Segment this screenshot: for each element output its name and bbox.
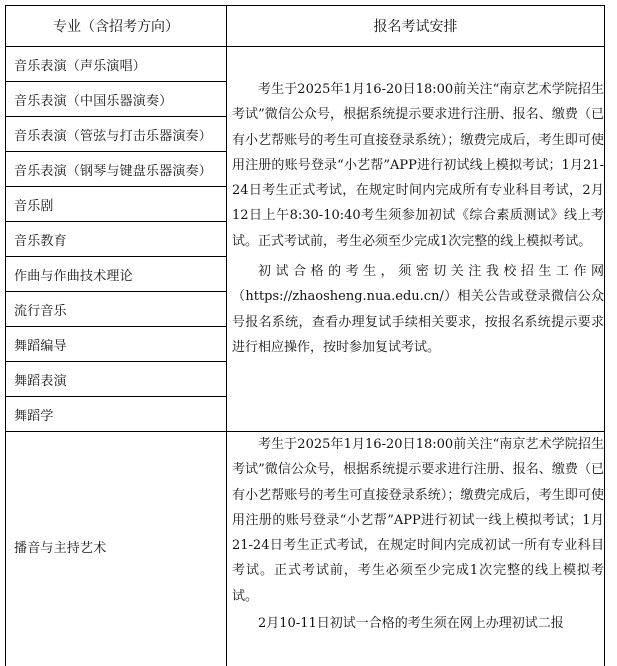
arrangement-paragraph: 2月10-11日初试一合格的考生须在网上办理初试二报 bbox=[258, 616, 564, 632]
major-cell: 流行音乐 bbox=[14, 303, 67, 319]
major-cell: 音乐表演（中国乐器演奏） bbox=[14, 93, 173, 109]
table-border-left bbox=[5, 5, 6, 666]
major-cell: 音乐教育 bbox=[14, 233, 67, 249]
header-major: 专业（含招考方向） bbox=[53, 19, 179, 35]
major-cell: 舞蹈学 bbox=[14, 408, 54, 424]
column-divider bbox=[226, 5, 227, 666]
major-cell: 音乐表演（管弦与打击乐器演奏） bbox=[14, 128, 213, 144]
table-border-right bbox=[604, 5, 605, 666]
arrangement-paragraph: 考生于2025年1月16-20日18:00前关注“南京艺术学院招生考试”微信公众号，根据系统提示要求进行注册、报名、缴费（已有小艺帮账号的考生可直接登录系统）；缴费完成后，考生即可使用注册的账号登录“小艺帮”APP进行初试线上模拟考试；1月21-24日考生正式考试，在规定时间内完成所有专业科目考试，2月12日上午8:30-10:40考生须参加初试《综合素质测试》线上考试。正式考试前，考生必须至少完成1次完整的线上模拟考试。 bbox=[232, 82, 604, 249]
arrangement-text bbox=[232, 432, 604, 666]
major-cell: 作曲与作曲技术理论 bbox=[14, 268, 133, 284]
major-cell: 音乐剧 bbox=[14, 198, 54, 214]
major-cell: 舞蹈编导 bbox=[14, 338, 67, 354]
major-cell: 音乐表演（钢琴与键盘乐器演奏） bbox=[14, 163, 213, 179]
major-cell: 舞蹈表演 bbox=[14, 373, 67, 389]
major-cell: 播音与主持艺术 bbox=[14, 540, 107, 556]
major-cell: 音乐表演（声乐演唱） bbox=[14, 58, 147, 74]
arrangement-text bbox=[232, 77, 604, 360]
arrangement-paragraph: 初试合格的考生，须密切关注我校招生工作网（https://zhaosheng.nua.edu.cn/）相关公告或登录微信公众号报名系统，查看办理复试手续相关要求，按报名系统提示要求进行相应操作，按时参加复试考试。 bbox=[232, 264, 604, 355]
header-arrangement: 报名考试安排 bbox=[373, 19, 458, 35]
arrangement-paragraph: 考生于2025年1月16-20日18:00前关注“南京艺术学院招生考试”微信公众号，根据系统提示要求进行注册、报名、缴费（已有小艺帮账号的考生可直接登录系统）；缴费完成后，考生即可使用注册的账号登录“小艺帮”APP进行初试一线上模拟考试；1月21-24日考生正式考试，在规定时间内完成初试一所有专业科目考试。正式考试前，考生必须至少完成1次完整的线上模拟考试。 bbox=[232, 437, 604, 604]
